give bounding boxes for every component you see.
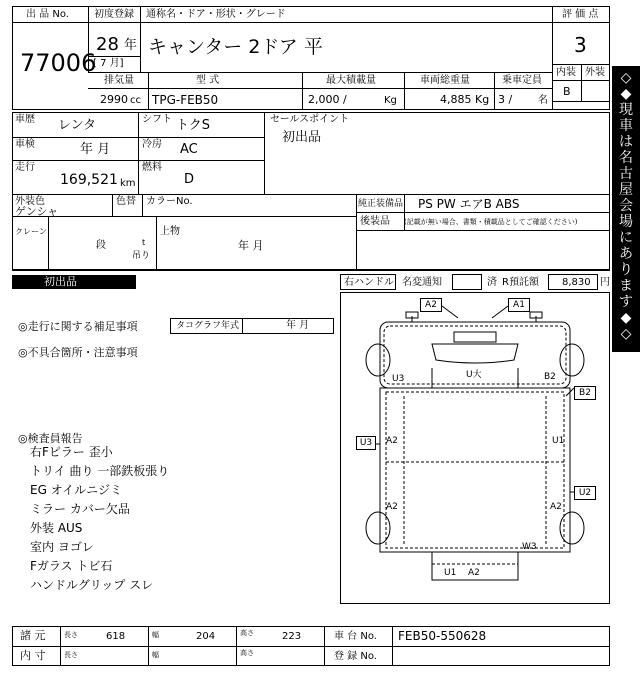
- lot-label: 出 品 No.: [26, 9, 69, 20]
- mark-a2-lower-left: A2: [386, 502, 398, 512]
- recycle-label: R預託額: [502, 277, 539, 288]
- mark-u3-left: U3: [392, 374, 405, 384]
- width-value: 204: [196, 631, 216, 642]
- capacity-label: 乗車定員: [502, 75, 542, 86]
- color-change-label: 色替: [116, 196, 136, 207]
- defects-label: ◎不具合箇所・注意事項: [18, 346, 138, 359]
- capacity-value: 3 /: [498, 93, 513, 106]
- report-line: 右Fピラー 歪小: [30, 445, 113, 459]
- mark-u1-bottom: U1: [444, 568, 457, 578]
- banner-char: ◇: [620, 70, 632, 86]
- interior-grade: B: [563, 85, 571, 98]
- history-label: 車歴: [15, 114, 35, 125]
- banner-char: 現: [619, 102, 633, 118]
- banner-char: ◆: [620, 86, 632, 102]
- cargo-bed: [380, 388, 570, 552]
- genuine-label: 純正装備品: [358, 199, 404, 209]
- dimensions-label: 諸 元: [20, 629, 46, 642]
- mark-b2-box: B2: [574, 386, 596, 400]
- mark-u1-right: U1: [552, 436, 565, 446]
- mark-a2-lower-right: A2: [550, 502, 562, 512]
- banner-char: 古: [619, 166, 633, 182]
- banner-char: す: [619, 294, 633, 310]
- inner-height-label: 高さ: [240, 649, 254, 657]
- report-line: トリイ 曲り 一部鉄板張り: [30, 464, 170, 478]
- recycle-amount: 8,830: [562, 277, 591, 288]
- score-label: 評 価 点: [562, 9, 599, 20]
- crane-label: クレーン: [15, 227, 47, 236]
- capacity-unit: 名: [538, 95, 548, 106]
- report-line: EG オイルニジミ: [30, 483, 123, 497]
- chassis-value: FEB50-550628: [398, 629, 487, 643]
- displacement-unit: cc: [130, 95, 141, 106]
- length-value: 618: [106, 631, 126, 642]
- banner-char: 会: [619, 198, 633, 214]
- interior-label: 内装: [556, 67, 576, 78]
- banner-char: り: [619, 262, 633, 278]
- genuine-value: PS PW エアB ABS: [418, 197, 520, 211]
- crane-hook: 吊り: [132, 251, 151, 261]
- banner-char: は: [619, 134, 633, 150]
- driving-notes-label: ◎走行に関する補足事項: [18, 320, 138, 333]
- mileage-label: 走行: [15, 162, 35, 173]
- venue-banner: [612, 66, 640, 352]
- banner-char: ◆: [620, 310, 632, 326]
- report-line: ミラー カバー欠品: [30, 502, 130, 516]
- color-label: 外装色: [15, 196, 45, 207]
- sales-point-value: 初出品: [282, 130, 322, 145]
- crane-ton: t: [142, 238, 146, 247]
- width-label: 幅: [152, 631, 159, 639]
- fuel-value: D: [184, 172, 195, 187]
- banner-char: に: [619, 230, 633, 246]
- recycle-unit: 円: [600, 277, 610, 288]
- inner-length-label: 長さ: [64, 651, 78, 659]
- report-line: 外装 AUS: [30, 521, 83, 535]
- gross-weight-value: 4,885 Kg: [440, 93, 490, 106]
- first-reg-month: [ 7 月]: [93, 58, 124, 69]
- report-line: Fガラス トビ石: [30, 559, 113, 573]
- first-reg-year: 28: [96, 34, 119, 55]
- upper-label: 上物: [160, 226, 180, 237]
- mark-u-large: U大: [466, 370, 482, 380]
- tachograph-label: タコグラフ年式: [176, 321, 240, 331]
- mark-w3: W3: [522, 542, 537, 552]
- aftermarket-label: 後装品: [360, 216, 390, 227]
- inner-width-label: 幅: [152, 651, 159, 659]
- score-value: 3: [574, 33, 587, 57]
- banner-char: 車: [619, 118, 633, 134]
- inspector-report-label: ◎検査員報告: [18, 432, 83, 445]
- max-load-value: 2,000 /: [308, 93, 347, 106]
- ac-label: 冷房: [142, 139, 162, 150]
- banner-char: 名: [619, 150, 633, 166]
- model-name: キャンター 2ドア 平: [148, 36, 323, 58]
- shift-value: トクS: [176, 118, 210, 133]
- model-code: TPG-FEB50: [152, 93, 219, 107]
- height-value: 223: [282, 631, 302, 642]
- steering-value: 右ハンドル: [344, 277, 394, 288]
- color-value: ゲンシャ: [15, 205, 59, 218]
- length-label: 長さ: [64, 631, 78, 639]
- exterior-label: 外装: [585, 67, 605, 78]
- fuel-label: 燃料: [142, 162, 162, 173]
- model-name-label: 通称名・ドア・形状・グレード: [146, 9, 286, 20]
- chassis-label: 車 台 No.: [334, 631, 377, 642]
- banner-char: ま: [619, 278, 633, 294]
- recycle-prefix: 済: [487, 277, 497, 288]
- registration-label: 登 録 No.: [334, 651, 377, 662]
- max-load-unit: Kg: [384, 95, 397, 106]
- name-change-box: [452, 274, 482, 290]
- ac-value: AC: [180, 142, 198, 157]
- displacement-label: 排気量: [104, 75, 134, 86]
- crane-stage: 段: [96, 240, 106, 251]
- history-value: レンタ: [58, 118, 97, 133]
- gross-weight-label: 車両総重量: [420, 75, 470, 86]
- first-reg-label: 初度登録: [94, 9, 134, 20]
- inner-dimensions-label: 内 寸: [20, 649, 46, 662]
- tachograph-date: 年 月: [286, 320, 310, 331]
- banner-char: 屋: [619, 182, 633, 198]
- report-line: ハンドルグリップ スレ: [30, 578, 154, 592]
- inspection-value: 年 月: [80, 142, 111, 157]
- mark-u3-box: U3: [356, 436, 376, 450]
- inspection-label: 車検: [15, 139, 35, 150]
- mark-u2-box: U2: [574, 486, 596, 500]
- banner-char: 場: [619, 214, 633, 230]
- mark-b2-right: B2: [544, 372, 556, 382]
- banner-char: あ: [619, 246, 633, 262]
- mileage-value: 169,521: [60, 172, 118, 188]
- banner-char: ◇: [620, 326, 632, 342]
- model-code-label: 型 式: [196, 75, 220, 86]
- shift-label: シフト: [142, 114, 172, 125]
- mark-a2-top: A2: [420, 298, 442, 312]
- mark-a1-top: A1: [508, 298, 530, 312]
- report-line: 室内 ヨゴレ: [30, 540, 94, 554]
- rear-right-wheel: [560, 512, 584, 544]
- color-code-label: カラーNo.: [146, 196, 193, 207]
- name-change-label: 名変通知: [402, 277, 442, 288]
- windshield: [432, 344, 518, 363]
- mark-a2-left: A2: [386, 436, 398, 446]
- truck-diagram: [340, 292, 610, 604]
- lot-number: 77006: [20, 49, 97, 77]
- mark-a2-bottom: A2: [468, 568, 480, 578]
- displacement-value: 2990: [100, 93, 128, 106]
- front-right-wheel: [560, 344, 584, 376]
- first-reg-year-unit: 年: [124, 38, 138, 53]
- front-left-wheel: [366, 344, 390, 376]
- max-load-label: 最大積載量: [326, 75, 376, 86]
- upper-date: 年 月: [238, 239, 264, 252]
- aftermarket-note: (記載が無い場合、書類・積載品としてご確認ください): [404, 218, 578, 226]
- sales-point-label: セールスポイント: [270, 114, 350, 125]
- height-label: 高さ: [240, 629, 254, 637]
- mileage-unit: km: [120, 178, 136, 189]
- first-listing-bar: 初出品: [12, 275, 136, 289]
